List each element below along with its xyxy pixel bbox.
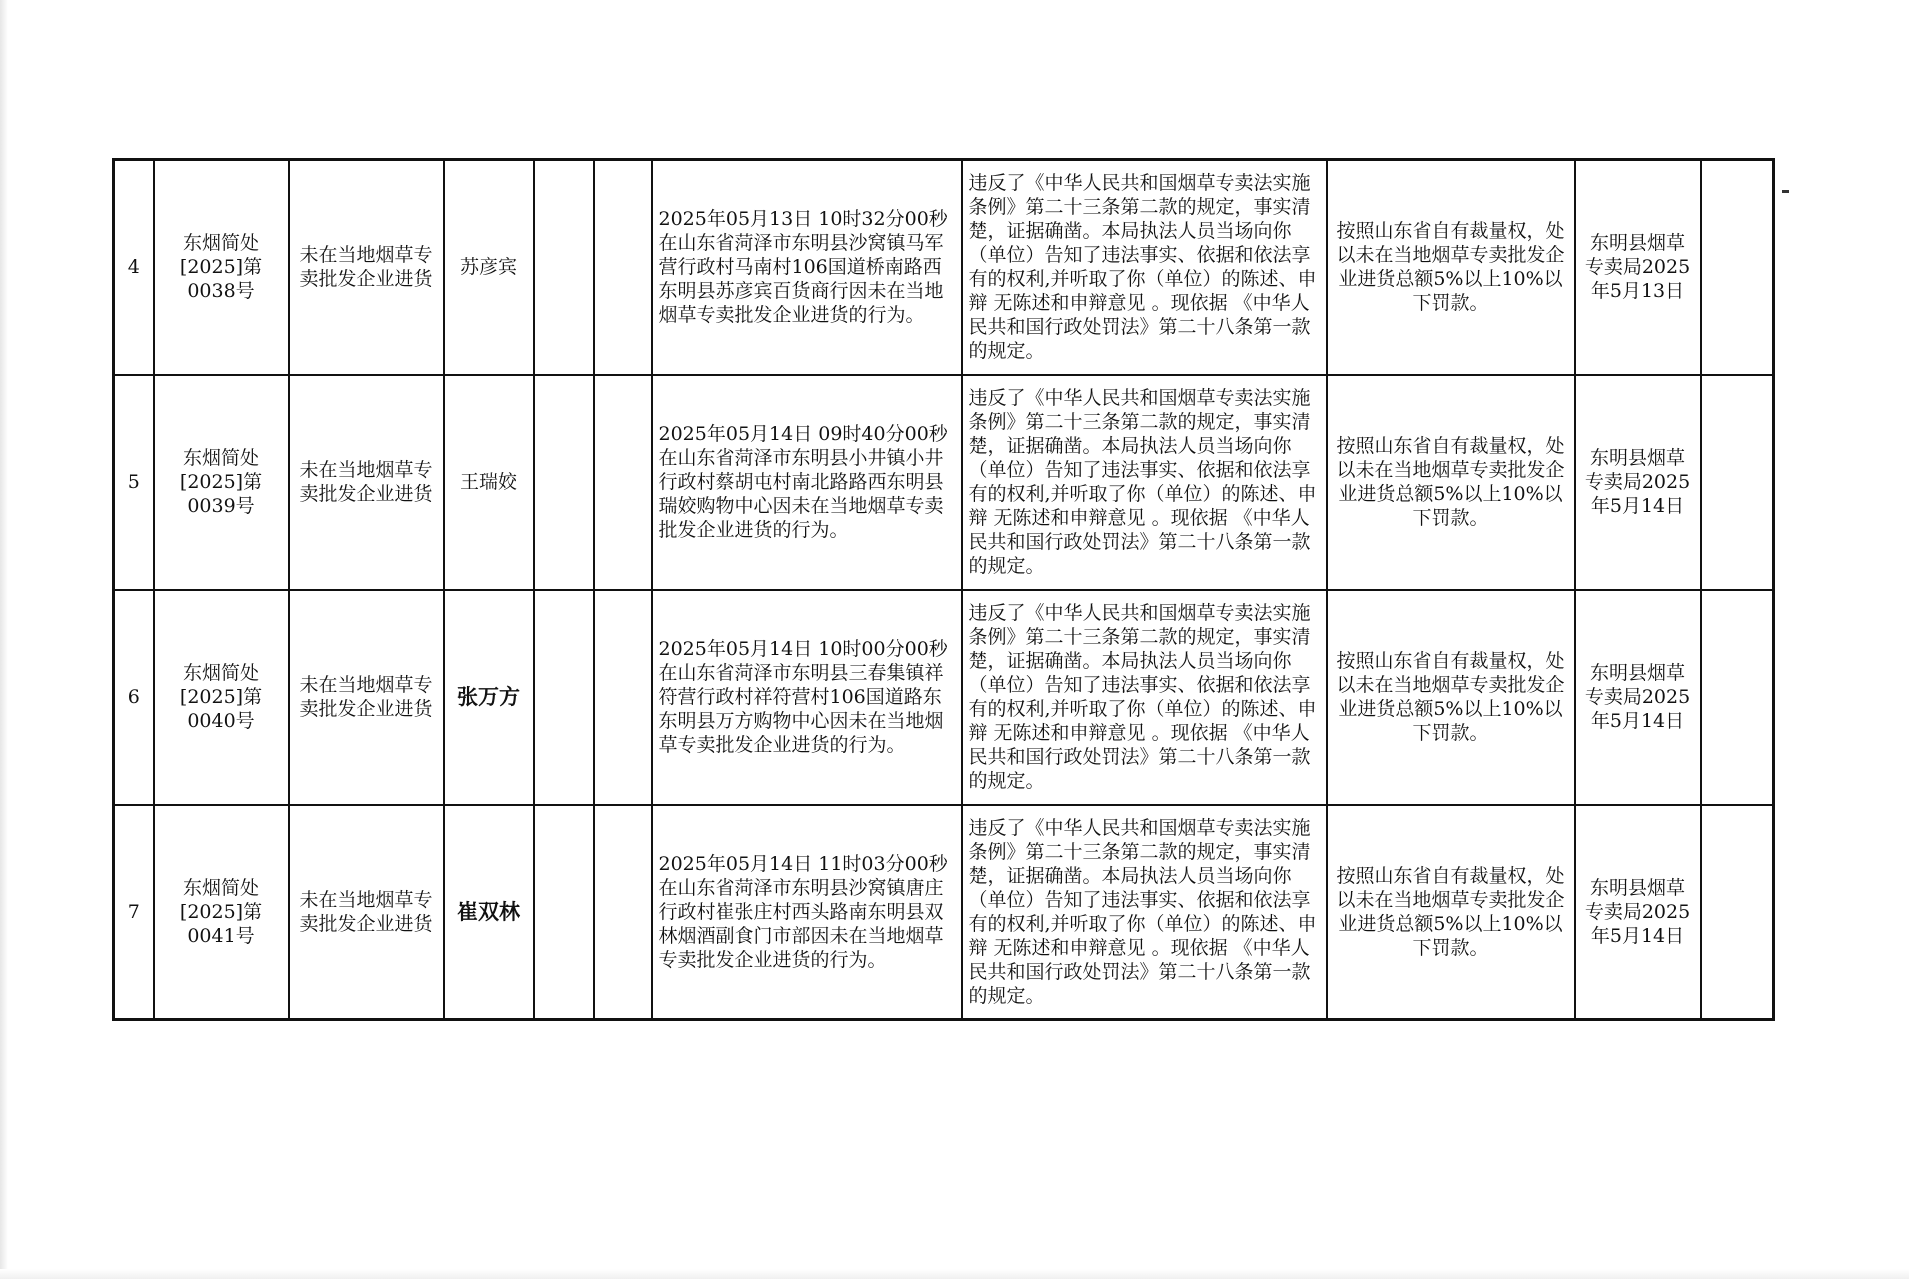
blank-cell — [594, 590, 652, 805]
violation-fact-cell: 2025年05月14日 09时40分00秒在山东省菏泽市东明县小井镇小井行政村蔡胡屯村南北路路西东明县瑞姣购物中心因未在当地烟草专卖批发企业进货的行为。 — [652, 375, 962, 590]
remarks-cell — [1701, 805, 1774, 1020]
scan-bottom-shadow — [0, 1269, 1909, 1279]
penalty-basis-cell: 违反了《中华人民共和国烟草专卖法实施条例》第二十三条第二款的规定，事实清楚，证据确凿。本局执法人员当场向你（单位）告知了违法事实、依据和依法享有的权利,并听取了你（单位）的陈述、申辩 无陈述和申辩意见 。现依据 《中华人民共和国行政处罚法》第二十八条第一款的规定。 — [962, 805, 1327, 1020]
violation-cause-cell: 未在当地烟草专卖批发企业进货 — [289, 375, 444, 590]
document-number-cell: 东烟简处[2025]第0039号 — [154, 375, 289, 590]
remarks-cell — [1701, 160, 1774, 375]
document-number-cell: 东烟简处[2025]第0038号 — [154, 160, 289, 375]
penalty-table — [112, 158, 1775, 1021]
penalty-result-cell: 按照山东省自有裁量权，处以未在当地烟草专卖批发企业进货总额5%以上10%以下罚款。 — [1327, 805, 1575, 1020]
remarks-cell — [1701, 590, 1774, 805]
blank-cell — [534, 805, 594, 1020]
party-name-cell: 王瑞姣 — [444, 375, 534, 590]
blank-cell — [534, 160, 594, 375]
blank-cell — [594, 805, 652, 1020]
violation-cause-cell: 未在当地烟草专卖批发企业进货 — [289, 805, 444, 1020]
violation-fact-cell: 2025年05月14日 10时00分00秒在山东省菏泽市东明县三春集镇祥符营行政村祥符营村106国道路东东明县万方购物中心因未在当地烟草专卖批发企业进货的行为。 — [652, 590, 962, 805]
remarks-cell — [1701, 375, 1774, 590]
row-number-cell: 7 — [114, 805, 154, 1020]
penalty-basis-cell: 违反了《中华人民共和国烟草专卖法实施条例》第二十三条第二款的规定，事实清楚，证据确凿。本局执法人员当场向你（单位）告知了违法事实、依据和依法享有的权利,并听取了你（单位）的陈述、申辩 无陈述和申辩意见 。现依据 《中华人民共和国行政处罚法》第二十八条第一款的规定。 — [962, 590, 1327, 805]
party-name-cell: 苏彦宾 — [444, 160, 534, 375]
table-row — [114, 375, 1774, 590]
blank-cell — [534, 375, 594, 590]
table-row — [114, 590, 1774, 805]
row-number-cell: 4 — [114, 160, 154, 375]
party-name-cell: 崔双林 — [444, 805, 534, 1020]
penalty-basis-cell: 违反了《中华人民共和国烟草专卖法实施条例》第二十三条第二款的规定，事实清楚，证据确凿。本局执法人员当场向你（单位）告知了违法事实、依据和依法享有的权利,并听取了你（单位）的陈述、申辩 无陈述和申辩意见 。现依据 《中华人民共和国行政处罚法》第二十八条第一款的规定。 — [962, 160, 1327, 375]
document-number-cell: 东烟简处[2025]第0040号 — [154, 590, 289, 805]
penalty-authority-date-cell: 东明县烟草专卖局2025年5月14日 — [1575, 590, 1701, 805]
penalty-authority-date-cell: 东明县烟草专卖局2025年5月14日 — [1575, 375, 1701, 590]
penalty-result-cell: 按照山东省自有裁量权，处以未在当地烟草专卖批发企业进货总额5%以上10%以下罚款。 — [1327, 375, 1575, 590]
violation-fact-cell: 2025年05月14日 11时03分00秒在山东省菏泽市东明县沙窝镇唐庄行政村崔张庄村西头路南东明县双林烟酒副食门市部因未在当地烟草专卖批发企业进货的行为。 — [652, 805, 962, 1020]
violation-cause-cell: 未在当地烟草专卖批发企业进货 — [289, 160, 444, 375]
margin-mark — [1782, 190, 1789, 193]
violation-cause-cell: 未在当地烟草专卖批发企业进货 — [289, 590, 444, 805]
party-name-cell: 张万方 — [444, 590, 534, 805]
violation-fact-cell: 2025年05月13日 10时32分00秒在山东省菏泽市东明县沙窝镇马军营行政村马南村106国道桥南路西东明县苏彦宾百货商行因未在当地烟草专卖批发企业进货的行为。 — [652, 160, 962, 375]
blank-cell — [594, 160, 652, 375]
penalty-authority-date-cell: 东明县烟草专卖局2025年5月14日 — [1575, 805, 1701, 1020]
scan-edge-shadow — [0, 0, 8, 1279]
penalty-authority-date-cell: 东明县烟草专卖局2025年5月13日 — [1575, 160, 1701, 375]
blank-cell — [534, 590, 594, 805]
table-row — [114, 805, 1774, 1020]
table-row — [114, 160, 1774, 375]
penalty-result-cell: 按照山东省自有裁量权，处以未在当地烟草专卖批发企业进货总额5%以上10%以下罚款。 — [1327, 160, 1575, 375]
penalty-result-cell: 按照山东省自有裁量权，处以未在当地烟草专卖批发企业进货总额5%以上10%以下罚款。 — [1327, 590, 1575, 805]
penalty-basis-cell: 违反了《中华人民共和国烟草专卖法实施条例》第二十三条第二款的规定，事实清楚，证据确凿。本局执法人员当场向你（单位）告知了违法事实、依据和依法享有的权利,并听取了你（单位）的陈述、申辩 无陈述和申辩意见 。现依据 《中华人民共和国行政处罚法》第二十八条第一款的规定。 — [962, 375, 1327, 590]
document-number-cell: 东烟简处[2025]第0041号 — [154, 805, 289, 1020]
blank-cell — [594, 375, 652, 590]
row-number-cell: 5 — [114, 375, 154, 590]
table-body — [114, 160, 1774, 1020]
row-number-cell: 6 — [114, 590, 154, 805]
